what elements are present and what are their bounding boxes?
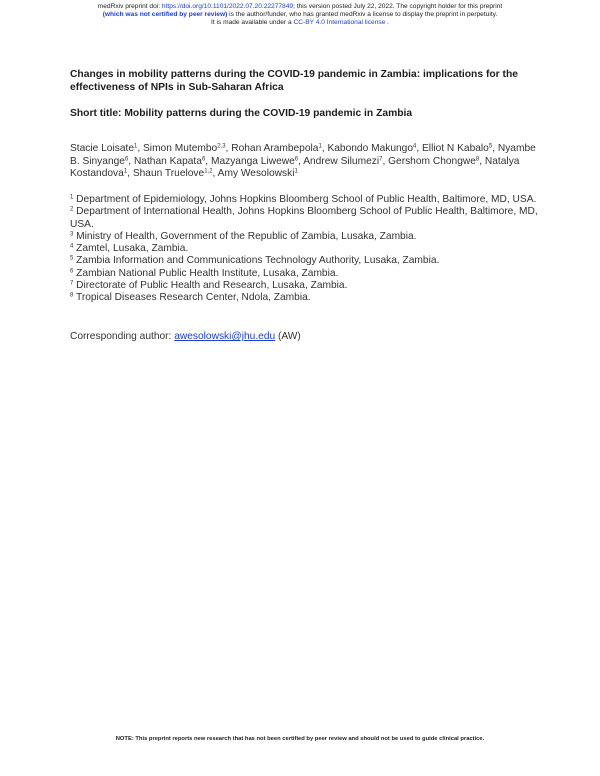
header-doi-prefix: medRxiv preprint doi: <box>97 3 162 10</box>
corresponding-author <box>70 331 301 342</box>
author-separator: , <box>298 155 304 167</box>
author-affiliation-sup: 1 <box>294 168 298 175</box>
affiliation <box>70 206 540 231</box>
author-affiliation-sup: 1 <box>318 143 322 150</box>
affiliation-number: 1 <box>70 194 74 201</box>
affiliation-number: 5 <box>70 255 74 262</box>
author <box>388 156 485 167</box>
author-affiliation-sup: 2,3 <box>217 143 226 150</box>
affiliation-number: 6 <box>70 268 74 275</box>
affiliation <box>70 280 540 292</box>
author-separator: , <box>205 155 211 167</box>
author <box>211 156 303 167</box>
corresponding-label: Corresponding author: <box>70 331 175 342</box>
author-name: Elliot N Kabalo <box>422 143 489 154</box>
affiliation <box>70 231 540 243</box>
author-affiliation-sup: 6 <box>294 156 299 163</box>
author-name: Simon Mutembo <box>143 143 218 154</box>
affiliation-number: 4 <box>70 243 74 250</box>
corresponding-email-link[interactable]: awesolowski@jhu.edu <box>174 331 276 342</box>
corresponding-suffix: (AW) <box>275 331 301 342</box>
affiliation <box>70 292 540 304</box>
affiliation-text: Zambia Information and Communications Technology Authority, Lusaka, Zambia. <box>73 255 440 267</box>
author-affiliation-sup: 6 <box>201 156 206 163</box>
paper-title: Changes in mobility patterns during the COVID-19 pandemic in Zambia: implications for the effectiveness of NPIs in Sub-Saharan Africa <box>70 69 518 93</box>
author-separator: , <box>212 168 218 180</box>
header-line-3-suffix: . <box>385 19 390 27</box>
author-affiliation-sup: 1,2 <box>204 168 213 175</box>
author-separator: , <box>225 143 232 154</box>
affiliation <box>70 243 540 255</box>
author-separator: , <box>128 155 134 167</box>
author-name: Nathan Kapata <box>133 155 202 167</box>
author <box>134 156 211 167</box>
affiliation-number: 8 <box>70 292 74 299</box>
author-name: Amy Wesolowski <box>217 168 295 180</box>
author-name: Shaun Truelove <box>132 168 205 180</box>
author-name: Gershom Chongwe <box>388 155 476 167</box>
availability-text: It is made available under a <box>210 19 294 27</box>
author-name: Andrew Silumezi <box>303 155 380 167</box>
affiliation-text: Department of Epidemiology, Johns Hopkins Bloomberg School of Public Health, Baltimore, MD, USA. <box>73 194 537 205</box>
author-separator: , <box>382 155 389 167</box>
affiliation-number: 7 <box>70 280 74 287</box>
author-separator: , <box>416 143 423 154</box>
author <box>143 143 231 154</box>
author-affiliation-sup: 6 <box>124 156 129 163</box>
affiliation <box>70 268 540 280</box>
author-affiliation-sup: 4 <box>413 143 417 150</box>
affiliation-number: 3 <box>70 231 74 238</box>
license-grant-text: is the author/funder, who has granted medRxiv a license to display the preprint in perpetuity. <box>227 11 498 19</box>
header-copyright-text: ; this version posted July 22, 2022. The copyright holder for this preprint <box>293 3 503 10</box>
author <box>218 168 298 179</box>
author-separator: , <box>321 143 328 154</box>
affiliation-number: 2 <box>70 206 74 213</box>
author-name: Kabondo Makungo <box>327 143 413 154</box>
peer-review-notice: (which was not certified by peer review) <box>102 11 228 19</box>
author-affiliation-sup: 7 <box>379 156 383 163</box>
preprint-header <box>0 3 600 28</box>
author <box>70 143 143 154</box>
affiliation-text: Department of International Health, Johns Hopkins Bloomberg School of Public Health, Baltimore, MD, USA. <box>70 206 538 230</box>
author-name: Stacie Loisate <box>70 143 134 154</box>
author-affiliation-sup: 8 <box>475 156 480 163</box>
author <box>231 143 327 154</box>
doi-link[interactable]: https://doi.org/10.1101/2022.07.20.22277849 <box>161 3 294 10</box>
author <box>327 143 422 154</box>
author-affiliation-sup: 5 <box>488 143 493 150</box>
author-affiliation-sup: 1 <box>134 143 138 150</box>
author-separator: , <box>479 155 485 167</box>
author-separator: , <box>137 143 144 154</box>
affiliation-text: Directorate of Public Health and Research, Lusaka, Zambia. <box>73 280 348 292</box>
author-name: Rohan Arambepola <box>231 143 319 154</box>
affiliation-text: Zamtel, Lusaka, Zambia. <box>73 243 189 255</box>
author-list <box>70 143 540 181</box>
author-name: Mazyanga Liwewe <box>210 155 295 167</box>
author-affiliation-sup: 1 <box>123 168 128 175</box>
affiliation-text: Tropical Diseases Research Center, Ndola, Zambia. <box>73 292 311 304</box>
author <box>422 143 498 154</box>
header-line-2 <box>0 11 600 19</box>
affiliation <box>70 194 540 206</box>
affiliation-list <box>70 194 540 305</box>
short-title: Short title: Mobility patterns during the COVID-19 pandemic in Zambia <box>70 108 413 119</box>
preprint-footer-note: NOTE: This preprint reports new research that has not been certified by peer review and should not be used to guide clinical practice. <box>115 736 485 742</box>
author <box>303 156 388 167</box>
header-line-3 <box>0 19 600 27</box>
license-link[interactable]: CC-BY 4.0 International license <box>293 19 386 27</box>
author-name: Nyambe B. Sinyange <box>70 143 536 167</box>
affiliation-text: Zambian National Public Health Institute, Lusaka, Zambia. <box>73 267 339 279</box>
header-line-1 <box>0 3 600 11</box>
author-separator: , <box>492 143 498 154</box>
author-name: Natalya Kostandova <box>70 155 520 180</box>
affiliation-text: Ministry of Health, Government of the Republic of Zambia, Lusaka, Zambia. <box>73 230 417 242</box>
author <box>133 168 218 179</box>
affiliation <box>70 255 540 267</box>
author-separator: , <box>127 168 133 180</box>
